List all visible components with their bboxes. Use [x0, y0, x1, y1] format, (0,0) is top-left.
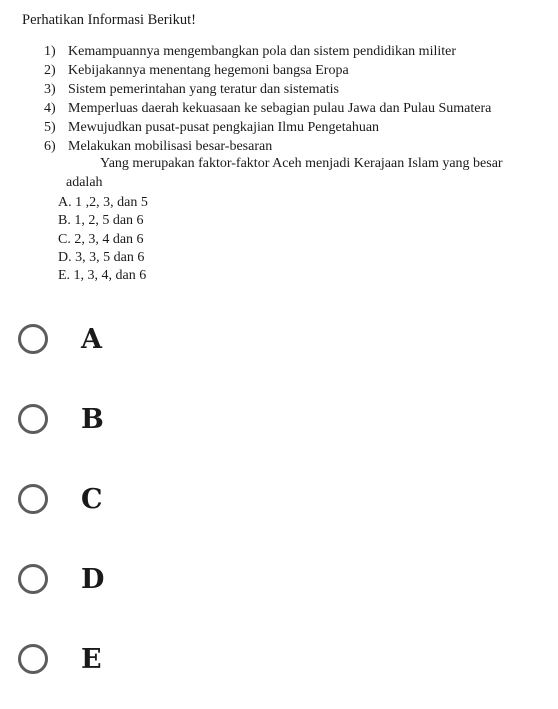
answer-option-a[interactable] [18, 314, 318, 364]
list-item [44, 44, 456, 60]
list-item-number: 2) [44, 63, 56, 78]
answer-label: A [81, 323, 102, 355]
list-item-text: Kebijakannya menentang hegemoni bangsa Eropa [68, 63, 349, 78]
list-item-text: Memperluas daerah kekuasaan ke sebagian pulau Jawa dan Pulau Sumatera [68, 101, 492, 116]
answer-label: B [81, 403, 104, 435]
question-stem-continuation: adalah [66, 175, 103, 190]
question-image [0, 0, 558, 300]
list-item-text: Mewujudkan pusat-pusat pengkajian Ilmu Pengetahuan [68, 120, 380, 135]
radio-button-icon[interactable] [18, 404, 48, 434]
answer-label: E [81, 643, 102, 675]
radio-button-icon[interactable] [18, 564, 48, 594]
list-item-number: 6) [44, 139, 56, 154]
list-item-text: Sistem pemerintahan yang teratur dan sistematis [68, 82, 339, 97]
list-item [44, 101, 491, 117]
answer-label: C [81, 483, 103, 515]
option-text-d: D. 3, 3, 5 dan 6 [58, 250, 145, 265]
list-item-number: 1) [44, 44, 56, 59]
list-item [44, 63, 349, 79]
list-item-number: 4) [44, 101, 56, 116]
option-text-b: B. 1, 2, 5 dan 6 [58, 213, 144, 228]
radio-button-icon[interactable] [18, 324, 48, 354]
radio-button-icon[interactable] [18, 644, 48, 674]
question-heading: Perhatikan Informasi Berikut! [22, 12, 196, 28]
list-item-number: 3) [44, 82, 56, 97]
option-text-e: E. 1, 3, 4, dan 6 [58, 268, 147, 283]
answer-label: D [81, 563, 105, 595]
option-text-a: A. 1 ,2, 3, dan 5 [58, 195, 148, 210]
list-item [44, 82, 339, 98]
list-item-text: Kemampuannya mengembangkan pola dan sistem pendidikan militer [68, 44, 457, 59]
answer-option-d[interactable] [18, 554, 318, 604]
list-item-number: 5) [44, 120, 56, 135]
option-text-c: C. 2, 3, 4 dan 6 [58, 232, 144, 247]
answer-option-e[interactable] [18, 634, 318, 684]
answer-option-c[interactable] [18, 474, 318, 524]
list-item [44, 139, 272, 155]
question-stem: Yang merupakan faktor-faktor Aceh menjadi Kerajaan Islam yang besar [100, 156, 503, 171]
list-item-text: Melakukan mobilisasi besar-besaran [68, 139, 273, 154]
answer-option-b[interactable] [18, 394, 318, 444]
list-item [44, 120, 379, 136]
radio-button-icon[interactable] [18, 484, 48, 514]
